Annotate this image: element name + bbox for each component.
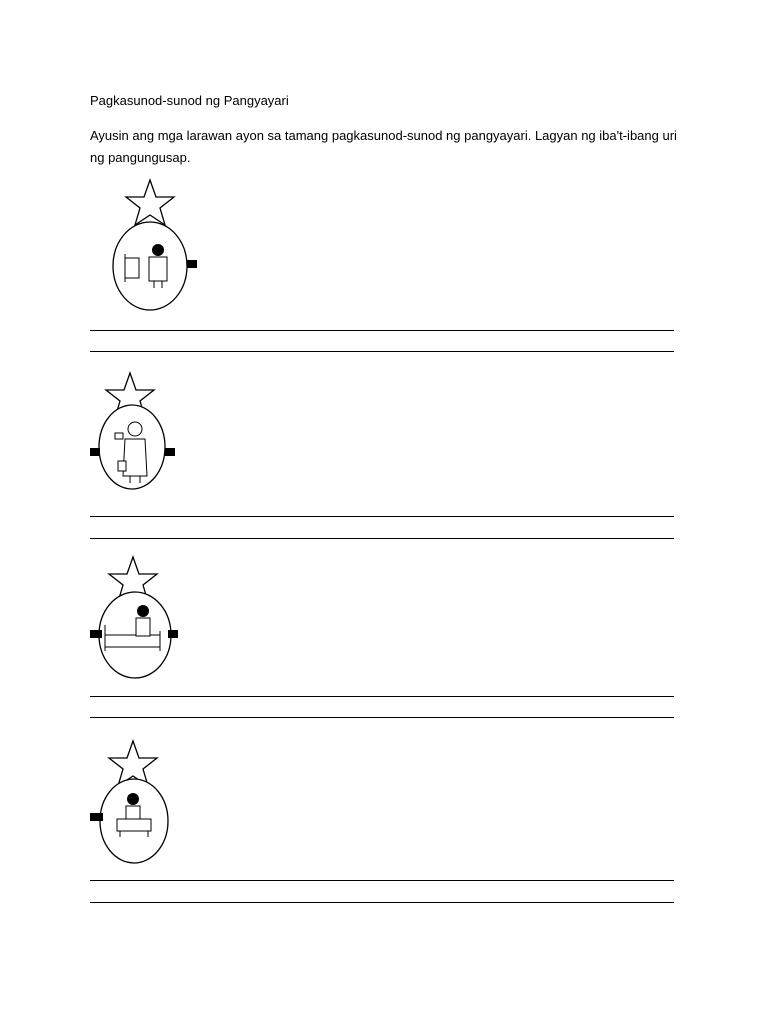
- answer-line[interactable]: [90, 902, 674, 903]
- worksheet-title: Pagkasunod-sunod ng Pangyayari: [90, 93, 289, 108]
- girl-beside-bed-icon: [85, 178, 205, 318]
- girl-brushing-teeth-icon: [85, 371, 205, 511]
- answer-line[interactable]: [90, 351, 674, 352]
- sequence-item-4: [0, 739, 768, 969]
- girl-eating-at-table-icon: [85, 739, 205, 879]
- star-icon: [126, 180, 174, 225]
- answer-line[interactable]: [90, 717, 674, 718]
- answer-line[interactable]: [90, 516, 674, 517]
- answer-line[interactable]: [90, 696, 674, 697]
- girl-waking-in-bed-icon: [85, 555, 205, 695]
- answer-line[interactable]: [90, 880, 674, 881]
- answer-line[interactable]: [90, 330, 674, 331]
- worksheet-instructions: Ayusin ang mga larawan ayon sa tamang pagkasunod-sunod ng pangyayari. Lagyan ng iba't-ibang uri ng pangungusap.: [90, 128, 677, 165]
- answer-line[interactable]: [90, 538, 674, 539]
